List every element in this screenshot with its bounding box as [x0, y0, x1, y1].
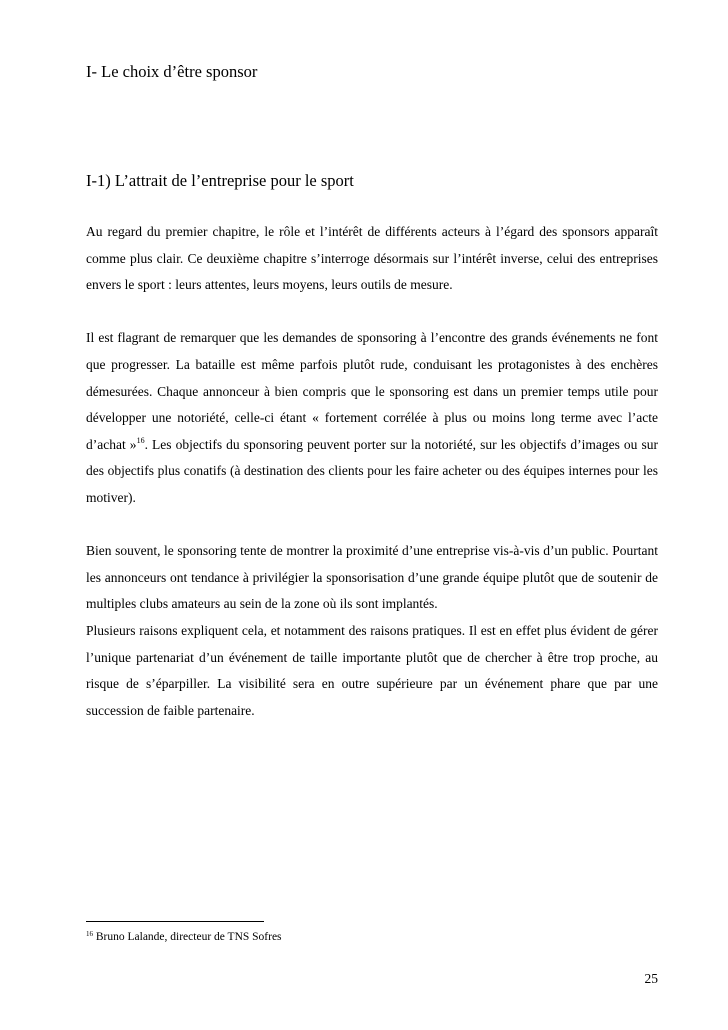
paragraph-4: Plusieurs raisons expliquent cela, et notamment des raisons pratiques. Il est en effet plus évident de gérer l’unique partenariat d’un événement de taille importante plutôt que de chercher à être trop proche, au risque de s’éparpiller. La visibilité sera en outre supérieure par un événement phare que par une succession de faible partenaire. — [86, 622, 658, 718]
page-number: 25 — [644, 971, 658, 986]
paragraph-3: Bien souvent, le sponsoring tente de montrer la proximité d’une entreprise vis-à-vis d’un public. Pourtant les annonceurs ont tendance à privilégier la sponsorisation d’une grande équipe plutôt que de soutenir de multiples clubs amateurs au sein de la zone où ils sont implantés. — [86, 543, 658, 612]
paragraph-2 — [86, 325, 658, 511]
paragraph-1: Au regard du premier chapitre, le rôle et l’intérêt de différents acteurs à l’égard des sponsors apparaît comme plus clair. Ce deuxième chapitre s’interroge désormais sur l’intérêt inverse, celui des entreprises envers le sport : leurs attentes, leurs moyens, leurs outils de mesure. — [86, 224, 658, 293]
footnote-reference: 16 — [136, 435, 145, 445]
section-title: I- Le choix d’être sponsor — [86, 62, 258, 81]
footnote-separator — [86, 921, 264, 922]
subsection-title: I-1) L’attrait de l’entreprise pour le sport — [86, 171, 354, 190]
paragraph-2-text-end: . Les objectifs du sponsoring peuvent porter sur la notoriété, sur les objectifs d’images ou sur des objectifs plus conatifs (à destination des clients pour les faire acheter ou des équipes internes pour les motiver). — [86, 436, 658, 505]
footnote — [86, 930, 282, 944]
body-text — [86, 219, 658, 724]
footnote-text: Bruno Lalande, directeur de TNS Sofres — [93, 931, 282, 943]
footnote-number: 16 — [86, 930, 93, 938]
paragraph-2-text-start: Il est flagrant de remarquer que les demandes de sponsoring à l’encontre des grands événements ne font que progresser. La bataille est même parfois plutôt rude, conduisant les protagonistes à des enchères démesurées. Chaque annonceur à bien compris que le sponsoring est dans un premier temps utile pour développer une notoriété, celle-ci étant « fortement corrélée à plus ou moins long terme avec l’acte d’achat » — [86, 330, 658, 452]
